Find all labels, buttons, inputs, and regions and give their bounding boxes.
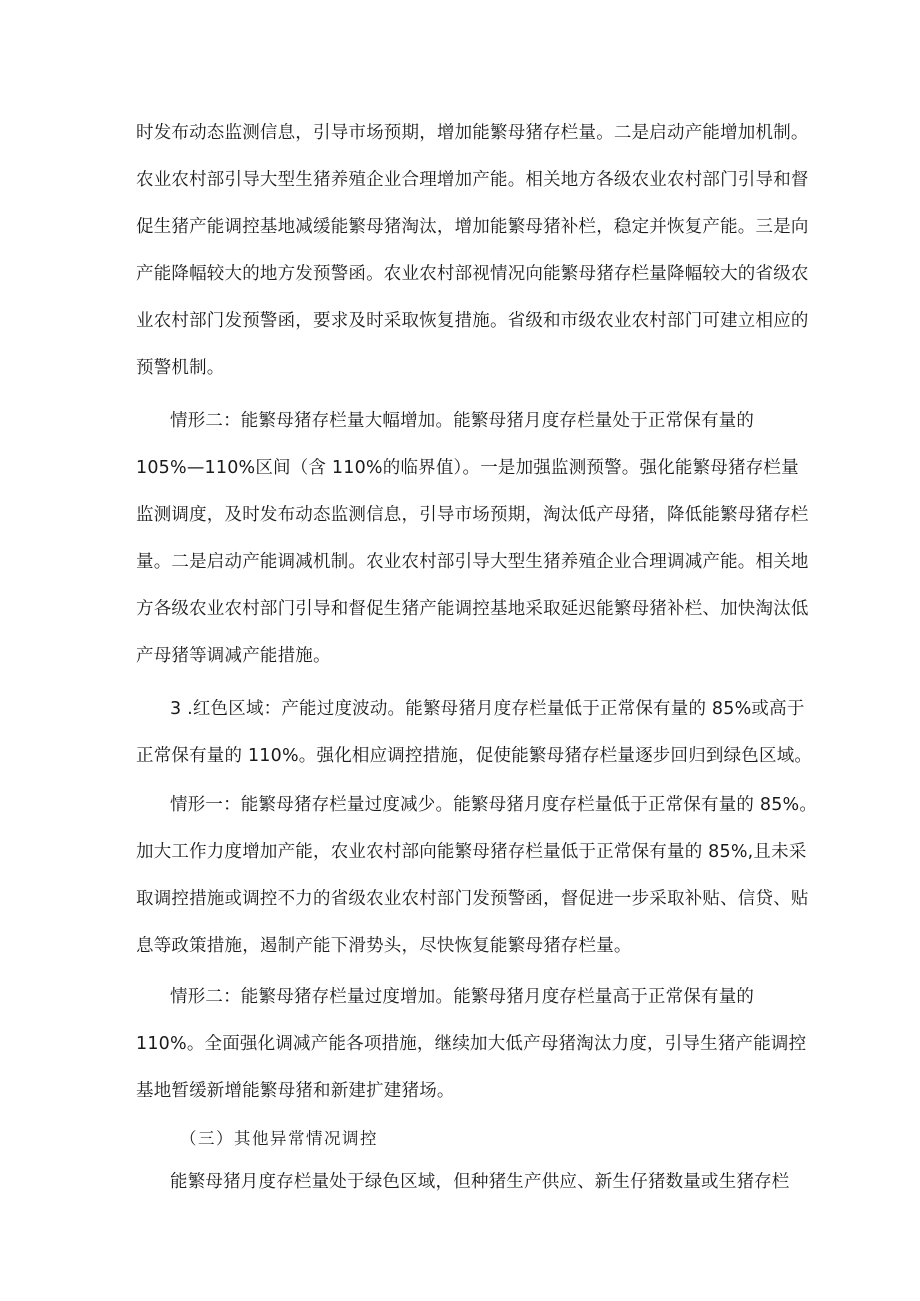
text-line: 息等政策措施，遏制产能下滑势头，尽快恢复能繁母猪存栏量。: [136, 936, 632, 956]
text-line: 业农村部门发预警函，要求及时采取恢复措施。省级和市级农业农村部门可建立相应的: [136, 311, 809, 331]
text-line: 情形一：能繁母猪存栏量过度减少。能繁母猪月度存栏量低于正常保有量的 85%。: [170, 795, 818, 815]
text-line: 取调控措施或调控不力的省级农业农村部门发预警函，督促进一步采取补贴、信贷、贴: [136, 889, 809, 909]
section-heading: （三）其他异常情况调控: [180, 1129, 378, 1148]
text-line: 情形二：能繁母猪存栏量大幅增加。能繁母猪月度存栏量处于正常保有量的: [170, 411, 755, 431]
text-line: 110%。全面强化调减产能各项措施，继续加大低产母猪淘汰力度，引导生猪产能调控: [136, 1034, 807, 1054]
text-line: 方各级农业农村部门引导和督促生猪产能调控基地采取延迟能繁母猪补栏、加快淘汰低: [136, 599, 809, 619]
text-line: 促生猪产能调控基地减缓能繁母猪淘汰，增加能繁母猪补栏，稳定并恢复产能。三是向: [136, 217, 809, 237]
text-line: 产母猪等调减产能措施。: [136, 646, 331, 666]
paragraph-3: [136, 686, 813, 780]
text-line: 基地暂缓新增能繁母猪和新建扩建猪场。: [136, 1081, 455, 1101]
text-line: 105%—110%区间（含 110%的临界值）。一是加强监测预警。强化能繁母猪存栏量: [136, 458, 799, 478]
text-line: 产能降幅较大的地方发预警函。农业农村部视情况向能繁母猪存栏量降幅较大的省级农: [136, 264, 809, 284]
text-line: 加大工作力度增加产能，农业农村部向能繁母猪存栏量低于正常保有量的 85%,且未采: [136, 842, 807, 862]
text-line: 情形二：能繁母猪存栏量过度增加。能繁母猪月度存栏量高于正常保有量的: [170, 987, 755, 1007]
paragraph-1: [136, 110, 809, 392]
text-line: 农业农村部引导大型生猪养殖企业合理增加产能。相关地方各级农业农村部门引导和督: [136, 170, 809, 190]
text-line: 时发布动态监测信息，引导市场预期，增加能繁母猪存栏量。二是启动产能增加机制。: [136, 123, 809, 143]
paragraph-2: [136, 398, 809, 680]
paragraph-4: [136, 782, 818, 970]
text-line: 能繁母猪月度存栏量处于绿色区域，但种猪生产供应、新生仔猪数量或生猪存栏: [170, 1172, 790, 1192]
text-line: 监测调度，及时发布动态监测信息，引导市场预期，淘汰低产母猪，降低能繁母猪存栏: [136, 505, 809, 525]
text-line: 量。二是启动产能调减机制。农业农村部引导大型生猪养殖企业合理调减产能。相关地: [136, 552, 809, 572]
text-line: 3 .红色区域：产能过度波动。能繁母猪月度存栏量低于正常保有量的 85%或高于: [170, 699, 805, 719]
paragraph-5: [136, 974, 807, 1115]
text-line: 预警机制。: [136, 358, 225, 378]
text-line: 正常保有量的 110%。强化相应调控措施，促使能繁母猪存栏量逐步回归到绿色区域。: [136, 746, 813, 766]
paragraph-6: [136, 1159, 796, 1206]
